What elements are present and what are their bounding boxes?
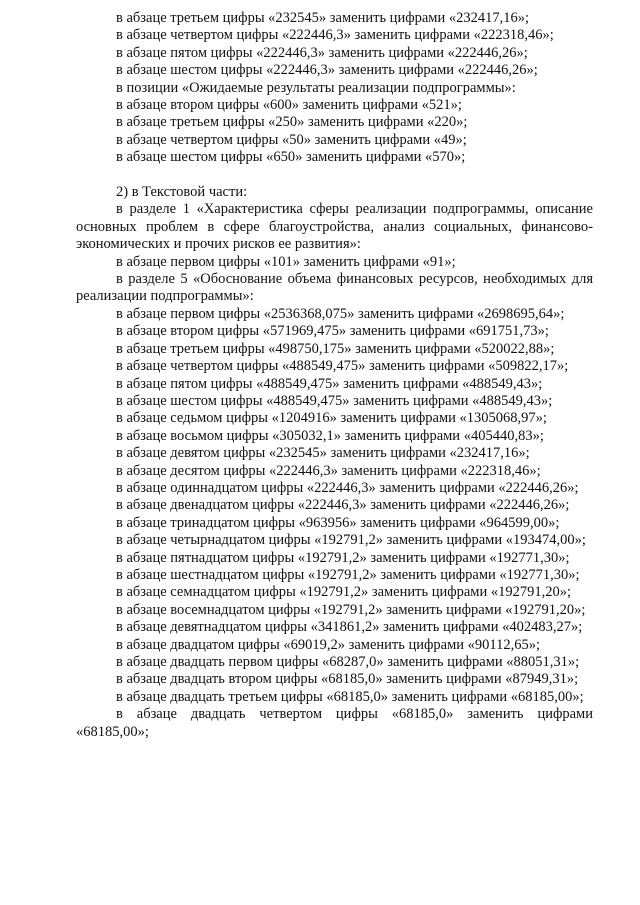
paragraph-abzats-2-results: в абзаце втором цифры «600» заменить цифрами «521»; (116, 97, 462, 114)
paragraph-section-5-abzats-13: в абзаце тринадцатом цифры «963956» заменить цифрами «964599,00»; (116, 514, 560, 531)
paragraph-section-5: в разделе 5 «Обоснование объема финансовых ресурсов, необходимых для реализации подпрограммы»: (76, 271, 593, 305)
paragraph-section-5-abzats-21: в абзаце двадцать первом цифры «68287,0» заменить цифрами «88051,31»; (116, 654, 580, 671)
paragraph-section-5-abzats-9: в абзаце девятом цифры «232545» заменить цифрами «232417,16»; (116, 445, 530, 462)
paragraph-abzats-4-block1: в абзаце четвертом цифры «222446,3» заменить цифрами «222318,46»; (116, 27, 554, 44)
paragraph-section-5-abzats-7: в абзаце седьмом цифры «1204916» заменить цифрами «1305068,97»; (116, 410, 547, 427)
paragraph-section-1: в разделе 1 «Характеристика сферы реализации подпрограммы, описание основных проблем в сфере благоустройства, анализ социальных, финансово-экономических и прочих рисков ее развития»: (76, 201, 593, 253)
paragraph-section-5-abzats-4: в абзаце четвертом цифры «488549,475» заменить цифрами «509822,17»; (116, 358, 569, 375)
paragraph-abzats-6-results: в абзаце шестом цифры «650» заменить цифрами «570»; (116, 149, 466, 166)
paragraph-section-5-abzats-1: в абзаце первом цифры «2536368,075» заменить цифрами «2698695,64»; (116, 305, 565, 322)
document-body (76, 10, 593, 741)
paragraph-section-1-abzats-1: в абзаце первом цифры «101» заменить цифрами «91»; (116, 253, 456, 270)
paragraph-section-5-abzats-18: в абзаце восемнадцатом цифры «192791,2» заменить цифрами «192791,20»; (116, 601, 586, 618)
paragraph-section-5-abzats-14: в абзаце четырнадцатом цифры «192791,2» заменить цифрами «193474,00»; (116, 532, 586, 549)
paragraph-section-5-abzats-10: в абзаце десятом цифры «222446,3» заменить цифрами «222318,46»; (116, 462, 541, 479)
paragraph-section-5-abzats-11: в абзаце одиннадцатом цифры «222446,3» заменить цифрами «222446,26»; (116, 479, 579, 496)
paragraph-section-5-abzats-22: в абзаце двадцать втором цифры «68185,0» заменить цифрами «87949,31»; (116, 671, 579, 688)
paragraph-section-5-abzats-8: в абзаце восьмом цифры «305032,1» заменить цифрами «405440,83»; (116, 427, 544, 444)
paragraph-section-5-abzats-12: в абзаце двенадцатом цифры «222446,3» заменить цифрами «222446,26»; (116, 497, 570, 514)
paragraph-abzats-5-block1: в абзаце пятом цифры «222446,3» заменить цифрами «222446,26»; (116, 44, 528, 61)
paragraph-section-5-abzats-19: в абзаце девятнадцатом цифры «341861,2» заменить цифрами «402483,27»; (116, 619, 583, 636)
paragraph-section-5-abzats-2: в абзаце втором цифры «571969,475» заменить цифрами «691751,73»; (116, 323, 549, 340)
paragraph-section-5-abzats-15: в абзаце пятнадцатом цифры «192791,2» заменить цифрами «192771,30»; (116, 549, 570, 566)
section-heading-text-part: 2) в Текстовой части: (116, 184, 248, 201)
paragraph-section-5-abzats-17: в абзаце семнадцатом цифры «192791,2» заменить цифрами «192791,20»; (116, 584, 572, 601)
paragraph-position-results: в позиции «Ожидаемые результаты реализации подпрограммы»: (116, 79, 516, 96)
paragraph-abzats-4-results: в абзаце четвертом цифры «50» заменить цифрами «49»; (116, 131, 467, 148)
paragraph-section-5-abzats-6: в абзаце шестом цифры «488549,475» заменить цифрами «488549,43»; (116, 392, 553, 409)
paragraph-abzats-6-block1: в абзаце шестом цифры «222446,3» заменить цифрами «222446,26»; (116, 62, 538, 79)
paragraph-section-5-abzats-16: в абзаце шестнадцатом цифры «192791,2» заменить цифрами «192771,30»; (116, 566, 580, 583)
paragraph-section-5-abzats-23: в абзаце двадцать третьем цифры «68185,0» заменить цифрами «68185,00»; (116, 688, 584, 705)
paragraph-section-5-abzats-3: в абзаце третьем цифры «498750,175» заменить цифрами «520022,88»; (116, 340, 555, 357)
paragraph-section-5-abzats-5: в абзаце пятом цифры «488549,475» заменить цифрами «488549,43»; (116, 375, 543, 392)
paragraph-abzats-3-results: в абзаце третьем цифры «250» заменить цифрами «220»; (116, 114, 468, 131)
paragraph-section-5-abzats-20: в абзаце двадцатом цифры «69019,2» заменить цифрами «90112,65»; (116, 636, 541, 653)
paragraph-section-5-abzats-24: в абзаце двадцать четвертом цифры «68185,0» заменить цифрами «68185,00»; (76, 706, 593, 740)
paragraph-abzats-3-block1: в абзаце третьем цифры «232545» заменить цифрами «232417,16»; (116, 10, 529, 26)
